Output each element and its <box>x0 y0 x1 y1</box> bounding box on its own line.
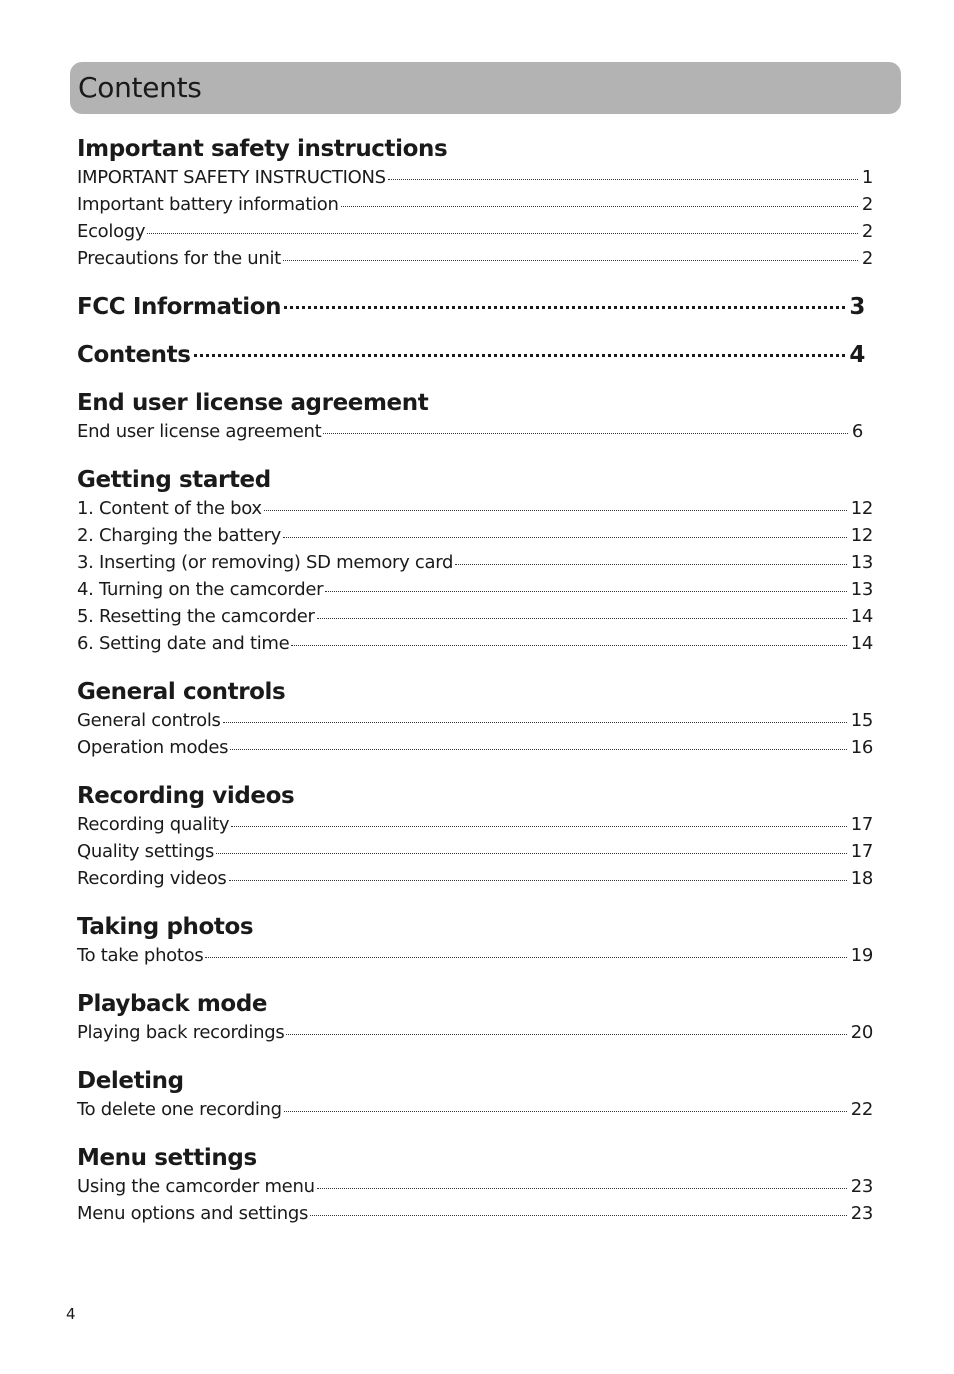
entry-page: 6 <box>851 421 863 442</box>
toc-entry[interactable] <box>77 164 873 191</box>
section-title: Recording videos <box>77 783 295 809</box>
entry-label: End user license agreement <box>77 421 322 442</box>
dot-leader <box>284 1110 847 1112</box>
toc-section-deleting <box>77 1066 873 1123</box>
page-title: Contents <box>78 71 202 104</box>
entry-label: 6. Setting date and time <box>77 633 290 654</box>
dot-leader <box>230 748 846 750</box>
dot-leader <box>284 305 845 309</box>
toc-entry[interactable] <box>77 218 873 245</box>
entry-page: 13 <box>850 552 873 573</box>
entry-page: 3 <box>849 294 865 320</box>
toc-entry[interactable] <box>77 1173 873 1200</box>
section-title: Getting started <box>77 467 271 493</box>
toc-section-taking-photos <box>77 912 873 969</box>
entry-label: Recording videos <box>77 868 227 889</box>
entry-label: Quality settings <box>77 841 215 862</box>
section-title: Contents <box>77 342 191 368</box>
toc-section-fcc <box>77 292 873 322</box>
dot-leader <box>455 563 847 565</box>
entry-label: Important battery information <box>77 194 339 215</box>
dot-leader <box>388 178 858 180</box>
toc-entry[interactable] <box>77 603 873 630</box>
entry-label: Menu options and settings <box>77 1203 309 1224</box>
table-of-contents <box>77 134 873 1247</box>
entry-page: 17 <box>850 814 873 835</box>
toc-section-safety <box>77 134 873 272</box>
section-title: Menu settings <box>77 1145 257 1171</box>
dot-leader <box>325 590 846 592</box>
entry-label: Ecology <box>77 221 146 242</box>
entry-label: To delete one recording <box>77 1099 282 1120</box>
entry-page: 23 <box>850 1203 873 1224</box>
entry-label: Precautions for the unit <box>77 248 281 269</box>
dot-leader <box>216 852 847 854</box>
toc-entry[interactable] <box>77 549 873 576</box>
entry-page: 12 <box>850 525 873 546</box>
toc-entry[interactable] <box>77 734 873 761</box>
toc-entry[interactable] <box>77 630 873 657</box>
toc-section-menu-settings <box>77 1143 873 1227</box>
toc-entry[interactable] <box>77 576 873 603</box>
dot-leader <box>231 825 846 827</box>
toc-entry[interactable] <box>77 495 873 522</box>
page-number: 4 <box>66 1305 76 1323</box>
entry-page: 13 <box>850 579 873 600</box>
entry-label: 3. Inserting (or removing) SD memory card <box>77 552 454 573</box>
dot-leader <box>317 1187 847 1189</box>
entry-page: 17 <box>850 841 873 862</box>
section-title: General controls <box>77 679 286 705</box>
entry-page: 4 <box>849 342 865 368</box>
toc-entry[interactable] <box>77 1019 873 1046</box>
toc-entry[interactable] <box>77 811 873 838</box>
toc-entry[interactable] <box>77 1200 873 1227</box>
entry-page: 1 <box>861 167 873 188</box>
entry-page: 2 <box>861 194 873 215</box>
dot-leader <box>323 432 847 434</box>
entry-page: 2 <box>861 221 873 242</box>
dot-leader <box>291 644 846 646</box>
entry-page: 15 <box>850 710 873 731</box>
toc-section-general-controls <box>77 677 873 761</box>
dot-leader <box>229 879 847 881</box>
toc-entry[interactable] <box>77 191 873 218</box>
toc-entry-contents[interactable] <box>77 340 865 370</box>
entry-label: Recording quality <box>77 814 230 835</box>
toc-entry-fcc[interactable] <box>77 292 865 322</box>
section-title: End user license agreement <box>77 390 429 416</box>
toc-entry[interactable] <box>77 838 873 865</box>
entry-page: 12 <box>850 498 873 519</box>
entry-page: 23 <box>850 1176 873 1197</box>
dot-leader <box>341 205 858 207</box>
entry-label: General controls <box>77 710 221 731</box>
entry-page: 22 <box>850 1099 873 1120</box>
entry-label: Using the camcorder menu <box>77 1176 315 1197</box>
entry-label: Playing back recordings <box>77 1022 285 1043</box>
entry-label: 2. Charging the battery <box>77 525 282 546</box>
toc-section-recording-videos <box>77 781 873 892</box>
entry-label: 5. Resetting the camcorder <box>77 606 315 627</box>
toc-entry[interactable] <box>77 942 873 969</box>
dot-leader <box>223 721 847 723</box>
section-title: Important safety instructions <box>77 136 448 162</box>
section-title: Playback mode <box>77 991 268 1017</box>
entry-label: 1. Content of the box <box>77 498 262 519</box>
dot-leader <box>286 1033 846 1035</box>
toc-section-playback-mode <box>77 989 873 1046</box>
toc-entry[interactable] <box>77 865 873 892</box>
toc-entry[interactable] <box>77 1096 873 1123</box>
dot-leader <box>194 353 846 357</box>
dot-leader <box>317 617 847 619</box>
entry-label: IMPORTANT SAFETY INSTRUCTIONS <box>77 167 386 188</box>
toc-section-eula <box>77 388 873 445</box>
entry-page: 18 <box>850 868 873 889</box>
contents-header-bar <box>70 62 901 114</box>
entry-page: 2 <box>861 248 873 269</box>
entry-page: 14 <box>850 633 873 654</box>
toc-entry[interactable] <box>77 522 873 549</box>
toc-entry[interactable] <box>77 418 863 445</box>
toc-section-contents <box>77 340 873 370</box>
dot-leader <box>283 536 847 538</box>
dot-leader <box>283 259 858 261</box>
section-title: Deleting <box>77 1068 184 1094</box>
dot-leader <box>264 509 847 511</box>
entry-label: 4. Turning on the camcorder <box>77 579 324 600</box>
entry-page: 19 <box>850 945 873 966</box>
section-title: FCC Information <box>77 294 282 320</box>
dot-leader <box>147 232 858 234</box>
toc-entry[interactable] <box>77 245 873 272</box>
dot-leader <box>205 956 846 958</box>
section-title: Taking photos <box>77 914 254 940</box>
dot-leader <box>310 1214 847 1216</box>
toc-entry[interactable] <box>77 707 873 734</box>
entry-page: 14 <box>850 606 873 627</box>
toc-section-getting-started <box>77 465 873 657</box>
entry-label: To take photos <box>77 945 204 966</box>
entry-page: 16 <box>850 737 873 758</box>
entry-label: Operation modes <box>77 737 229 758</box>
entry-page: 20 <box>850 1022 873 1043</box>
